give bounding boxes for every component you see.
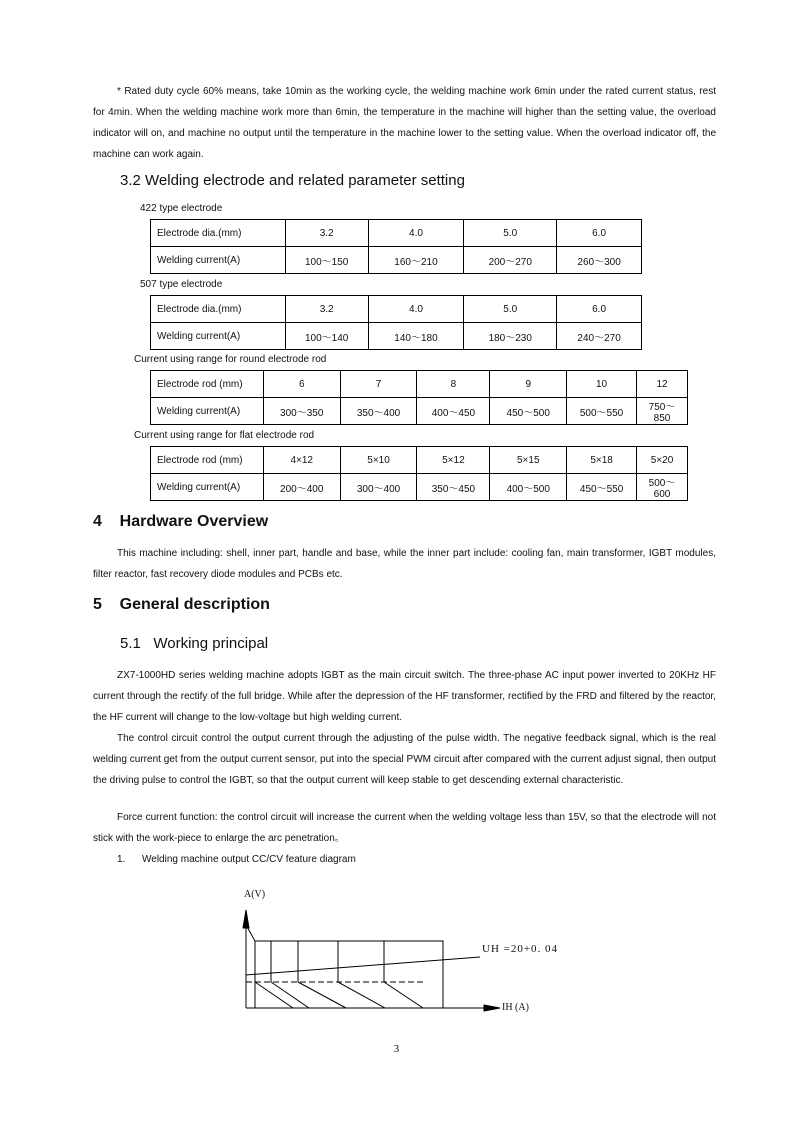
y-axis-label: A(V) <box>244 889 266 900</box>
cell: 750～850 <box>637 398 688 425</box>
x-axis-label: IH (A) <box>502 1002 529 1013</box>
cell: 12 <box>637 371 688 398</box>
cell: 5×15 <box>490 447 567 474</box>
section-5-heading: 5 General description <box>93 596 270 613</box>
cell: 300～400 <box>340 474 417 501</box>
cell: 9 <box>490 371 567 398</box>
cell: 100～150 <box>285 247 368 274</box>
list-item-1: 1. Welding machine output CC/CV feature diagram <box>117 854 356 865</box>
cell: 6.0 <box>557 296 642 323</box>
paragraph-text: ZX7-1000HD series welding machine adopts IGBT as the main circuit switch. The three-phase AC input power inverted to 20KHz HF current through the rectify of the full bridge. While after the depression of the HF transformer, rectified by the FRD and filtered by the reactor, the HF current will change to the low-voltage but high welding current. <box>93 670 716 723</box>
paragraph-text: This machine including: shell, inner part, handle and base, while the inner part include: cooling fan, main transformer, IGBT modules, filter reactor, fast recovery diode modules and PCBs etc. <box>93 548 716 580</box>
cell: 350～400 <box>340 398 417 425</box>
cell: 5.0 <box>464 220 557 247</box>
uh-line <box>246 957 480 975</box>
cell: 5×20 <box>637 447 688 474</box>
cell: 200～400 <box>263 474 340 501</box>
cell: 5×12 <box>417 447 490 474</box>
cell: 350～450 <box>417 474 490 501</box>
cell: 4.0 <box>368 296 464 323</box>
droop-line <box>384 982 423 1008</box>
cell: 4.0 <box>368 220 464 247</box>
section-3-2-heading: 3.2 Welding electrode and related parameter setting <box>120 172 465 189</box>
cell: 5×18 <box>567 447 637 474</box>
cell: 260～300 <box>557 247 642 274</box>
cell: 6 <box>263 371 340 398</box>
droop-line <box>271 982 309 1008</box>
cell: 7 <box>340 371 417 398</box>
table-caption: Current using range for flat electrode rod <box>134 430 315 441</box>
paragraph-text: The control circuit control the output current through the adjusting of the pulse width. The negative feedback signal, which is the real welding current get from the output current sensor, put into the special PWM circuit after compared with the current adjust signal, then output the driving pulse to control the IGBT, so that the output current will keep stable to get descending external characteristic. <box>93 733 716 786</box>
x-axis-arrow-icon <box>484 1005 500 1011</box>
cell: 450～550 <box>567 474 637 501</box>
cell: Welding current(A) <box>151 323 286 350</box>
cell: 4×12 <box>263 447 340 474</box>
curve-segment <box>246 925 255 941</box>
table-caption: Current using range for round electrode rod <box>134 354 327 365</box>
cell: 200～270 <box>464 247 557 274</box>
cell: 160～210 <box>368 247 464 274</box>
uh-line-label: UH =20+0. 04 <box>482 943 559 955</box>
table-caption: 422 type electrode <box>140 203 223 214</box>
cell: 5.0 <box>464 296 557 323</box>
cell: 500～550 <box>567 398 637 425</box>
operating-box <box>255 941 443 1008</box>
droop-line <box>255 982 293 1008</box>
section-5-1-heading: 5.1 Working principal <box>120 635 269 652</box>
page-number: 3 <box>393 1043 400 1055</box>
cell: 8 <box>417 371 490 398</box>
droop-line <box>298 982 346 1008</box>
cell: Electrode dia.(mm) <box>151 296 286 323</box>
cell: 5×10 <box>340 447 417 474</box>
cell: 100～140 <box>285 323 368 350</box>
cell: Welding current(A) <box>151 398 264 425</box>
cell: Electrode rod (mm) <box>151 371 264 398</box>
cell: 240～270 <box>557 323 642 350</box>
paragraph-text: Force current function: the control circuit will increase the current when the welding voltage less than 15V, so that the electrode will not stick with the work-piece to enlarge the arc penetration。 <box>93 812 716 844</box>
cell: 300～350 <box>263 398 340 425</box>
cell: Electrode dia.(mm) <box>151 220 286 247</box>
cell: Welding current(A) <box>151 247 286 274</box>
cell: 180～230 <box>464 323 557 350</box>
cell: 6.0 <box>557 220 642 247</box>
cell: Welding current(A) <box>151 474 264 501</box>
cell: 400～500 <box>490 474 567 501</box>
cell: 3.2 <box>285 296 368 323</box>
note-text: * Rated duty cycle 60% means, take 10min as the working cycle, the welding machine work 6min under the rated current status, rest for 4min. When the welding machine work more than 6min, the temperature in the machine will higher than the setting value, the overload indicator will on, and machine no output until the temperature in the machine lower to the setting value. When the overload indicator off, the machine can work again. <box>93 86 716 160</box>
cell: 140～180 <box>368 323 464 350</box>
cell: 500～600 <box>637 474 688 501</box>
table-caption: 507 type electrode <box>140 279 223 290</box>
droop-line <box>338 982 385 1008</box>
cell: 3.2 <box>285 220 368 247</box>
cell: Electrode rod (mm) <box>151 447 264 474</box>
cell: 400～450 <box>417 398 490 425</box>
cell: 10 <box>567 371 637 398</box>
section-4-heading: 4 Hardware Overview <box>93 513 269 530</box>
cell: 450～500 <box>490 398 567 425</box>
